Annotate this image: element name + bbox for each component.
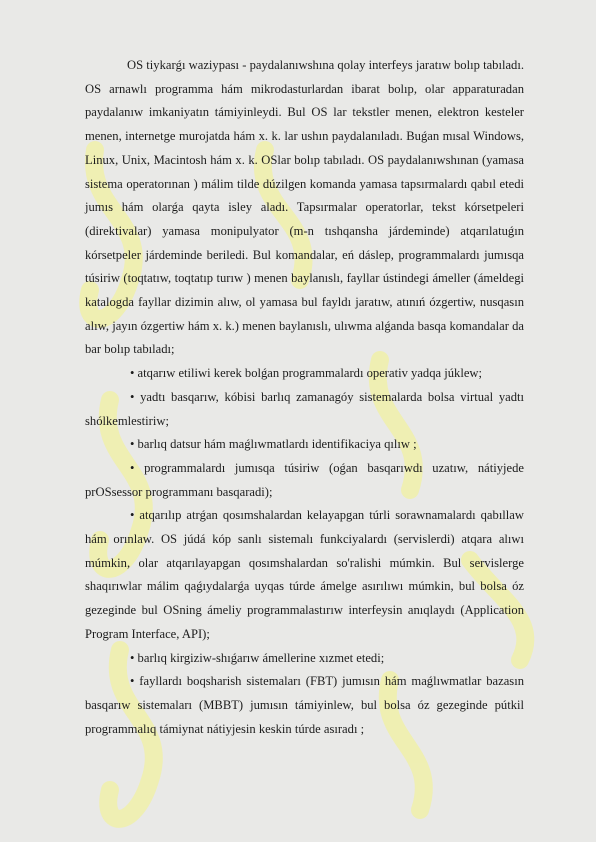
- bullet-item: • yadtı basqarıw, kóbisi barlıq zamanagóy sistemalarda bolsa virtual yadtı shólkemlestiriw;: [85, 389, 524, 428]
- bullet-item: • barlıq datsur hám maǵlıwmatlardı identifikaciya qılıw ;: [130, 437, 417, 452]
- bullet-item: • fayllardı boqsharish sistemaları (FBT) jumısın hám maǵlıwmatlar bazasın basqarıw sistemaları (MBBT) jumısın támiyinlew, bul bolsa óz gezeginde pútkil programmalıq támiynat nátiyjesin keskin túrde asıradı ;: [85, 674, 524, 736]
- bullet-item: • atqarıw etiliwi kerek bolǵan programmalardı operativ yadqa júklew;: [130, 366, 483, 381]
- intro-paragraph: OS tiykarǵı waziypası - paydalanıwshına qolay interfeys jaratıw bolıp tabıladı. OS arnawlı programma hám mikrodasturlardan ibarat bolıp, olar apparaturadan paydalanıw imkaniyatın támiyinleydi. Bul OS lar tekstler menen, elektron kesteler menen, internetge murojatda hám x. k. lar ushın paydalanıladı. Buǵan mısal Windows, Linux, Unix, Macintosh hám x. k. OSlar bolıp tabıladı. OS paydalanıwshınan (yamasa sistema operatorınan ) málim tilde dúzilgen komanda yamasa tapsırmalardı qabıl etedi jumıs hám olarǵa qayta isley aladı. Tapsırmalar operatorlar, tekst kórsetpeleri (direktivalar) yamasa monipulyator (m-n tıshqansha járdeminde) atqarılatuǵın kórsetpeler járdeminde beriledi. Bul komandalar, eń dáslep, programmalardı jumısqa túsiriw (toqtatıw, toqtatıp turıw ) menen baylanıslı, fayllar ústindegi ámeller (ámeldegi katalogda fayllar dizimin alıw, ol yamasa bul fayldı jaratıw, atınıń ózgertiw, nusqasın alıw, jayın ózgertiw hám x. k.) menen baylanıslı, ulıwma alǵanda basqa komandalar da bar bolıp tabıladı;: [85, 58, 524, 357]
- document-text: [85, 54, 524, 741]
- bullet-item: • barlıq kirgiziw-shıǵarıw ámellerine xızmet etedi;: [130, 650, 385, 665]
- bullet-item: • programmalardı jumısqa túsiriw (oǵan basqarıwdı uzatıw, nátiyjede prOSsessor programmanı basqaradi);: [85, 460, 524, 499]
- bullet-item: • atqarılıp atrǵan qosımshalardan kelayapgan túrli sorawnamalardı qabıllaw hám orınlaw. OS júdá kóp sanlı sistemalı funkciyalardı (servislerdi) atqara alıwı múmkin, olar atqarılayapgan qosımshalardan so'ralishi múmkin. Bul servislerge shaqırıwlar málim qaǵıydalarǵa uyqas túrde ámelge asırılıwı múmkin, bul bolsa óz gezeginde bul OSning ámeliy programmalastırıw interfeysin anıqlaydı (Application Program Interface, API);: [85, 508, 524, 641]
